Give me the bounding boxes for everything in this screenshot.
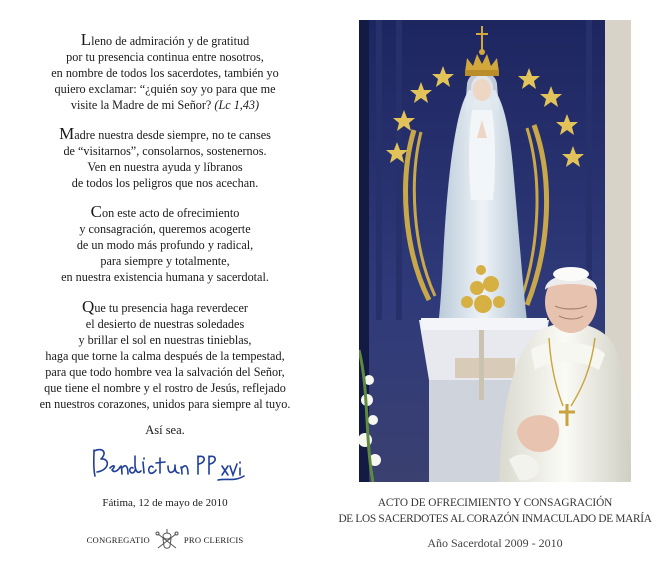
prayer-line: el desierto de nuestras soledades xyxy=(85,317,245,331)
prayer-stanza-4 xyxy=(10,299,320,412)
prayer-line xyxy=(10,32,320,49)
drop-cap: Q xyxy=(82,297,95,316)
papal-coat-of-arms-icon xyxy=(154,528,180,552)
prayer-line-text: visite la Madre de mi Señor? xyxy=(70,98,212,112)
drop-cap: L xyxy=(80,30,92,49)
footer-right-text: PRO CLERICIS xyxy=(183,535,244,545)
prayer-line xyxy=(10,97,320,113)
prayer-line: Ven en nuestra ayuda y líbranos xyxy=(87,160,243,174)
place-and-date: Fátima, 12 de mayo de 2010 xyxy=(102,497,228,509)
prayer-line: en nuestra existencia humana y sacerdotal. xyxy=(61,270,269,284)
prayer-line: para siempre y totalmente, xyxy=(100,254,230,268)
drop-cap: M xyxy=(59,124,75,143)
footer-left-text: CONGREGATIO xyxy=(86,535,150,545)
pope-and-statue-photo xyxy=(359,20,631,482)
prayer-line-rest: leno de admiración y de gratitud xyxy=(91,34,250,48)
prayer-line-rest: ue tu presencia haga reverdecer xyxy=(94,301,248,315)
prayer-line: en nombre de todos los sacerdotes, también yo xyxy=(51,66,279,80)
prayer-line-rest: on este acto de ofrecimiento xyxy=(101,206,240,220)
prayer-line: por tu presencia continua entre nosotros, xyxy=(66,50,264,64)
prayer-line: en nuestros corazones, unidos para siempre al tuyo. xyxy=(39,397,291,411)
prayer-line: y consagración, queremos acogerte xyxy=(79,222,251,236)
drop-cap: C xyxy=(90,202,102,221)
cover-page xyxy=(330,0,660,570)
prayer-line xyxy=(10,126,320,143)
signature-text: Benedictus PP XVI xyxy=(168,484,176,485)
prayer-line: que tiene el nombre y el rostro de Jesús, reflejado xyxy=(44,381,286,395)
caption-subtitle: Año Sacerdotal 2009 - 2010 xyxy=(427,536,563,550)
cover-photo xyxy=(359,20,631,482)
prayer-line: quiero exclamar: “¿quién soy yo para que me xyxy=(54,82,276,96)
papal-signature xyxy=(88,442,248,486)
prayer-line xyxy=(10,204,320,221)
caption-title-line-1: ACTO DE OFRECIMIENTO Y CONSAGRACIÓN xyxy=(377,497,613,509)
prayer-stanza-3 xyxy=(10,204,320,285)
prayer-stanza-1 xyxy=(10,32,320,113)
closing-amen: Así sea. xyxy=(145,423,185,437)
congregation-footer xyxy=(0,528,330,552)
prayer-line: haga que torne la calma después de la tempestad, xyxy=(45,349,285,363)
prayer-line: y brillar el sol en nuestras tinieblas, xyxy=(78,333,252,347)
prayer-line: de todos los peligros que nos acechan. xyxy=(71,176,259,190)
prayer-line: de un modo más profundo y radical, xyxy=(76,238,254,252)
prayer-line: para que todo hombre vea la salvación del Señor, xyxy=(45,365,285,379)
bible-reference: (Lc 1,43) xyxy=(214,98,260,112)
caption-title-line-2: DE LOS SACERDOTES AL CORAZÓN INMACULADO DE MARÍA xyxy=(338,513,652,525)
prayer-line xyxy=(10,299,320,316)
prayer-line: de “visitarnos”, consolarnos, sostenernos. xyxy=(63,144,267,158)
prayer-stanza-2 xyxy=(10,126,320,191)
prayer-line-rest: adre nuestra desde siempre, no te canses xyxy=(74,128,271,142)
